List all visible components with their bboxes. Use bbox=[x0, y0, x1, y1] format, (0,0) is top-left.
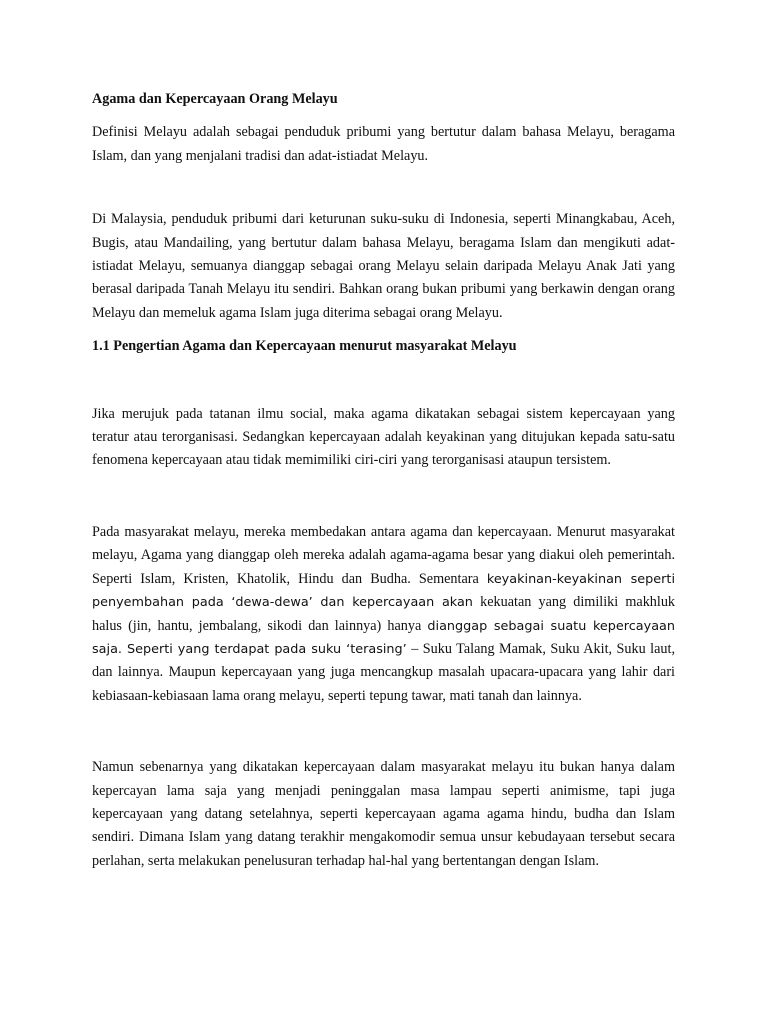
spacer bbox=[92, 325, 675, 335]
paragraph-masyarakat-melayu bbox=[92, 521, 675, 708]
document-title: Agama dan Kepercayaan Orang Melayu bbox=[92, 91, 338, 107]
spacer bbox=[92, 708, 675, 756]
section-heading: 1.1 Pengertian Agama dan Kepercayaan menurut masyarakat Melayu bbox=[92, 338, 517, 355]
paragraph-part: keyakinan-keyakinan seperti penyembahan pada ‘dewa-dewa’ dan kepercayaan akan bbox=[92, 571, 675, 611]
paragraph-part: – Suku Talang Mamak, Suku Akit, Suku laut, dan lainnya. Maupun kepercayaan yang juga mencangkup masalah upacara-upacara yang lahir dari kebiasaan-kebiasaan lama orang melayu, seperti tepung tawar, mati tanah dan lainnya. bbox=[92, 640, 675, 704]
spacer bbox=[92, 473, 675, 521]
paragraph-definition: Definisi Melayu adalah sebagai penduduk pribumi yang bertutur dalam bahasa Melayu, beragama Islam, dan yang menjalani tradisi dan adat-istiadat Melayu. bbox=[92, 124, 675, 164]
paragraph-part: kekuatan yang dimiliki makhluk halus (jin, hantu, jembalang, sikodi dan lainnya) hanya bbox=[92, 594, 676, 634]
document-page bbox=[92, 88, 675, 873]
paragraph-part: dianggap sebagai suatu kepercayaan saja. Seperti yang terdapat pada suku ‘terasing’ bbox=[92, 618, 675, 657]
paragraph-kepercayaan: Namun sebenarnya yang dikatakan kepercayaan dalam masyarakat melayu itu bukan hanya dalam kepercayan lama saja yang menjadi peninggalan masa lampau seperti animisme, tapi juga kepercayaan yang datang setelahnya, seperti kepercayaan agama agama hindu, budha dan Islam sendiri. Dimana Islam yang datang terakhir mengakomodir semua unsur kebudayaan tersebut secara perlahan, serta melakukan penelusuran terhadap hal-hal yang bertentangan dengan Islam. bbox=[92, 759, 675, 869]
spacer bbox=[92, 168, 675, 208]
paragraph-definition-agama: Jika merujuk pada tatanan ilmu social, maka agama dikatakan sebagai sistem kepercayaan yang teratur atau terorganisasi. Sedangkan kepercayaan adalah keyakinan yang ditujukan kepada satu-satu fenomena kepercayaan atau tidak memimiliki ciri-ciri yang terorganisasi ataupun tersistem. bbox=[92, 405, 675, 469]
paragraph-malaysia: Di Malaysia, penduduk pribumi dari keturunan suku-suku di Indonesia, seperti Minangkabau, Aceh, Bugis, atau Mandailing, yang bertutur dalam bahasa Melayu, beragama Islam dan mengikuti adat-istiadat Melayu, semuanya dianggap sebagai orang Melayu selain daripada Melayu Anak Jati yang berasal daripada Tanah Melayu itu sendiri. Bahkan orang bukan pribumi yang berkawin dengan orang Melayu dan memeluk agama Islam juga diterima sebagai orang Melayu. bbox=[92, 211, 675, 321]
paragraph-part: Pada masyarakat melayu, mereka membedakan antara agama dan kepercayaan. Menurut masyarakat melayu, Agama yang dianggap oleh mereka adalah agama-agama besar yang diakui oleh pemerintah. Seperti Islam, Kristen, Khatolik, Hindu dan Budha. Sementara bbox=[92, 523, 675, 587]
spacer bbox=[92, 359, 675, 403]
